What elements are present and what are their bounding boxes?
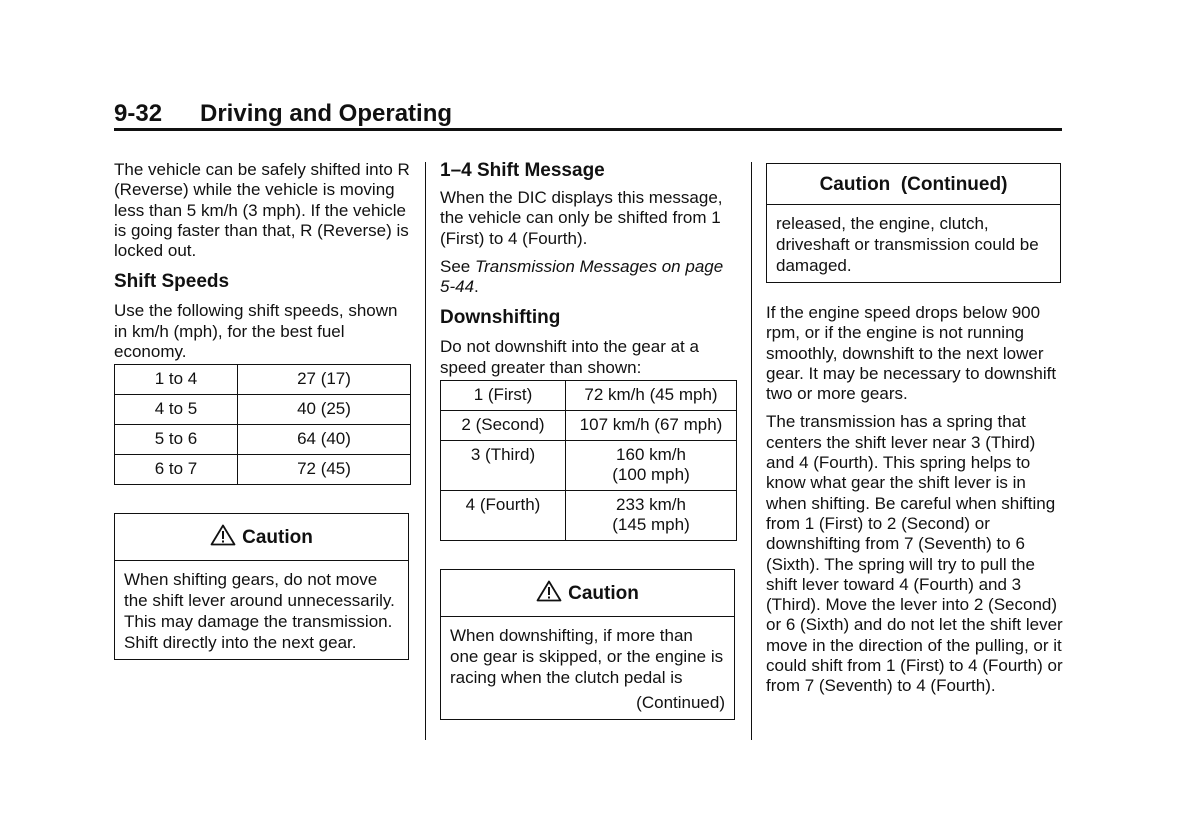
reverse-intro-text: The vehicle can be safely shifted into R (Reverse) while the vehicle is moving less than 5 km/h (3 mph). If the vehicle is going faster than that, R (Reverse) is locked out. (114, 160, 410, 261)
table-cell: 6 to 7 (115, 455, 238, 485)
table-cell: 72 km/h (45 mph) (566, 381, 737, 411)
shift-speeds-text: Use the following shift speeds, shown in km/h (mph), for the best fuel economy. (114, 301, 398, 362)
table-row (115, 365, 411, 395)
table-cell: 27 (17) (238, 365, 411, 395)
table-cell (566, 491, 737, 541)
speed-line: (145 mph) (612, 515, 690, 535)
shift-speeds-heading: Shift Speeds (114, 271, 230, 293)
caution-title: Caution (242, 527, 313, 549)
downshift-speeds-table (440, 380, 737, 541)
page-number: 9-32 (114, 100, 163, 127)
table-row (441, 411, 737, 441)
table-cell: 4 to 5 (115, 395, 238, 425)
table-cell: 1 (First) (441, 381, 566, 411)
speed-line: 233 km/h (616, 495, 686, 515)
column-divider-1 (425, 162, 426, 740)
speed-line: (100 mph) (612, 465, 690, 485)
shift-message-heading: 1–4 Shift Message (440, 160, 605, 181)
table-row (441, 381, 737, 411)
column-1 (114, 160, 411, 660)
caution-text: When shifting gears, do not move the shift lever around unnecessarily. This may damage the transmission. Shift directly into the next gear. (124, 570, 395, 653)
shift-speeds-table (114, 364, 411, 485)
spring-text: The transmission has a spring that centers the shift lever near 3 (Third) and 4 (Fourth). This spring helps to know what gear the shift lever is in when shifting. Be careful when shifting from 1 (First) to 2 (Second) or downshifting from 7 (Seventh) to 6 (Sixth). The spring will try to pull the shift lever toward 4 (Fourth) and 3 (Third). Move the lever into 2 (Second) or 6 (Sixth) and do not let the shift lever move in the direction of the pulling, or it could shift from 1 (First) to 4 (Fourth) or from 7 (Seventh) to 4 (Fourth). (766, 412, 1063, 696)
caution-text: When downshifting, if more than one gear is skipped, or the engine is racing when the clutch pedal is (450, 626, 724, 688)
reference-link[interactable]: Transmission Messages on page 5-44 (440, 256, 724, 297)
caution-continued: (Continued) (636, 693, 725, 713)
caution-box-continued (766, 163, 1061, 283)
caution-title: Caution (568, 583, 639, 605)
page-header (114, 100, 1062, 131)
caution-header: Caution (Continued) (767, 164, 1060, 205)
column-divider-2 (751, 162, 752, 740)
speed-line: 160 km/h (616, 445, 686, 465)
caution-box-shifting (114, 513, 409, 660)
caution-body (115, 561, 408, 659)
column-2 (440, 160, 737, 720)
caution-body (767, 205, 1060, 282)
table-cell: 107 km/h (67 mph) (566, 411, 737, 441)
downshifting-heading: Downshifting (440, 307, 561, 329)
downshifting-text: Do not downshift into the gear at a speed greater than shown: (440, 337, 699, 377)
table-cell: 2 (Second) (441, 411, 566, 441)
see-reference (440, 257, 737, 298)
caution-header (441, 570, 734, 617)
table-row (441, 441, 737, 491)
see-prefix: See (440, 256, 475, 276)
table-row (115, 425, 411, 455)
table-row (115, 395, 411, 425)
column-3 (766, 160, 1063, 705)
caution-box-downshifting (440, 569, 735, 720)
table-cell: 40 (25) (238, 395, 411, 425)
engine-speed-text: If the engine speed drops below 900 rpm, or if the engine is not running smoothly, downshift to the next lower gear. It may be necessary to downshift two or more gears. (766, 303, 1057, 404)
caution-body (441, 617, 734, 719)
caution-header (115, 514, 408, 561)
table-cell: 3 (Third) (441, 441, 566, 491)
table-cell (566, 441, 737, 491)
warning-triangle-icon (536, 580, 562, 608)
table-row (115, 455, 411, 485)
warning-triangle-icon (210, 524, 236, 552)
table-cell: 1 to 4 (115, 365, 238, 395)
see-suffix: . (474, 277, 479, 297)
table-cell: 4 (Fourth) (441, 491, 566, 541)
table-row (441, 491, 737, 541)
caution-text: released, the engine, clutch, driveshaft or transmission could be damaged. (776, 214, 1039, 275)
table-cell: 72 (45) (238, 455, 411, 485)
shift-message-text: When the DIC displays this message, the vehicle can only be shifted from 1 (First) to 4 (Fourth). (440, 188, 723, 248)
table-cell: 64 (40) (238, 425, 411, 455)
table-cell: 5 to 6 (115, 425, 238, 455)
section-title: Driving and Operating (200, 100, 453, 127)
